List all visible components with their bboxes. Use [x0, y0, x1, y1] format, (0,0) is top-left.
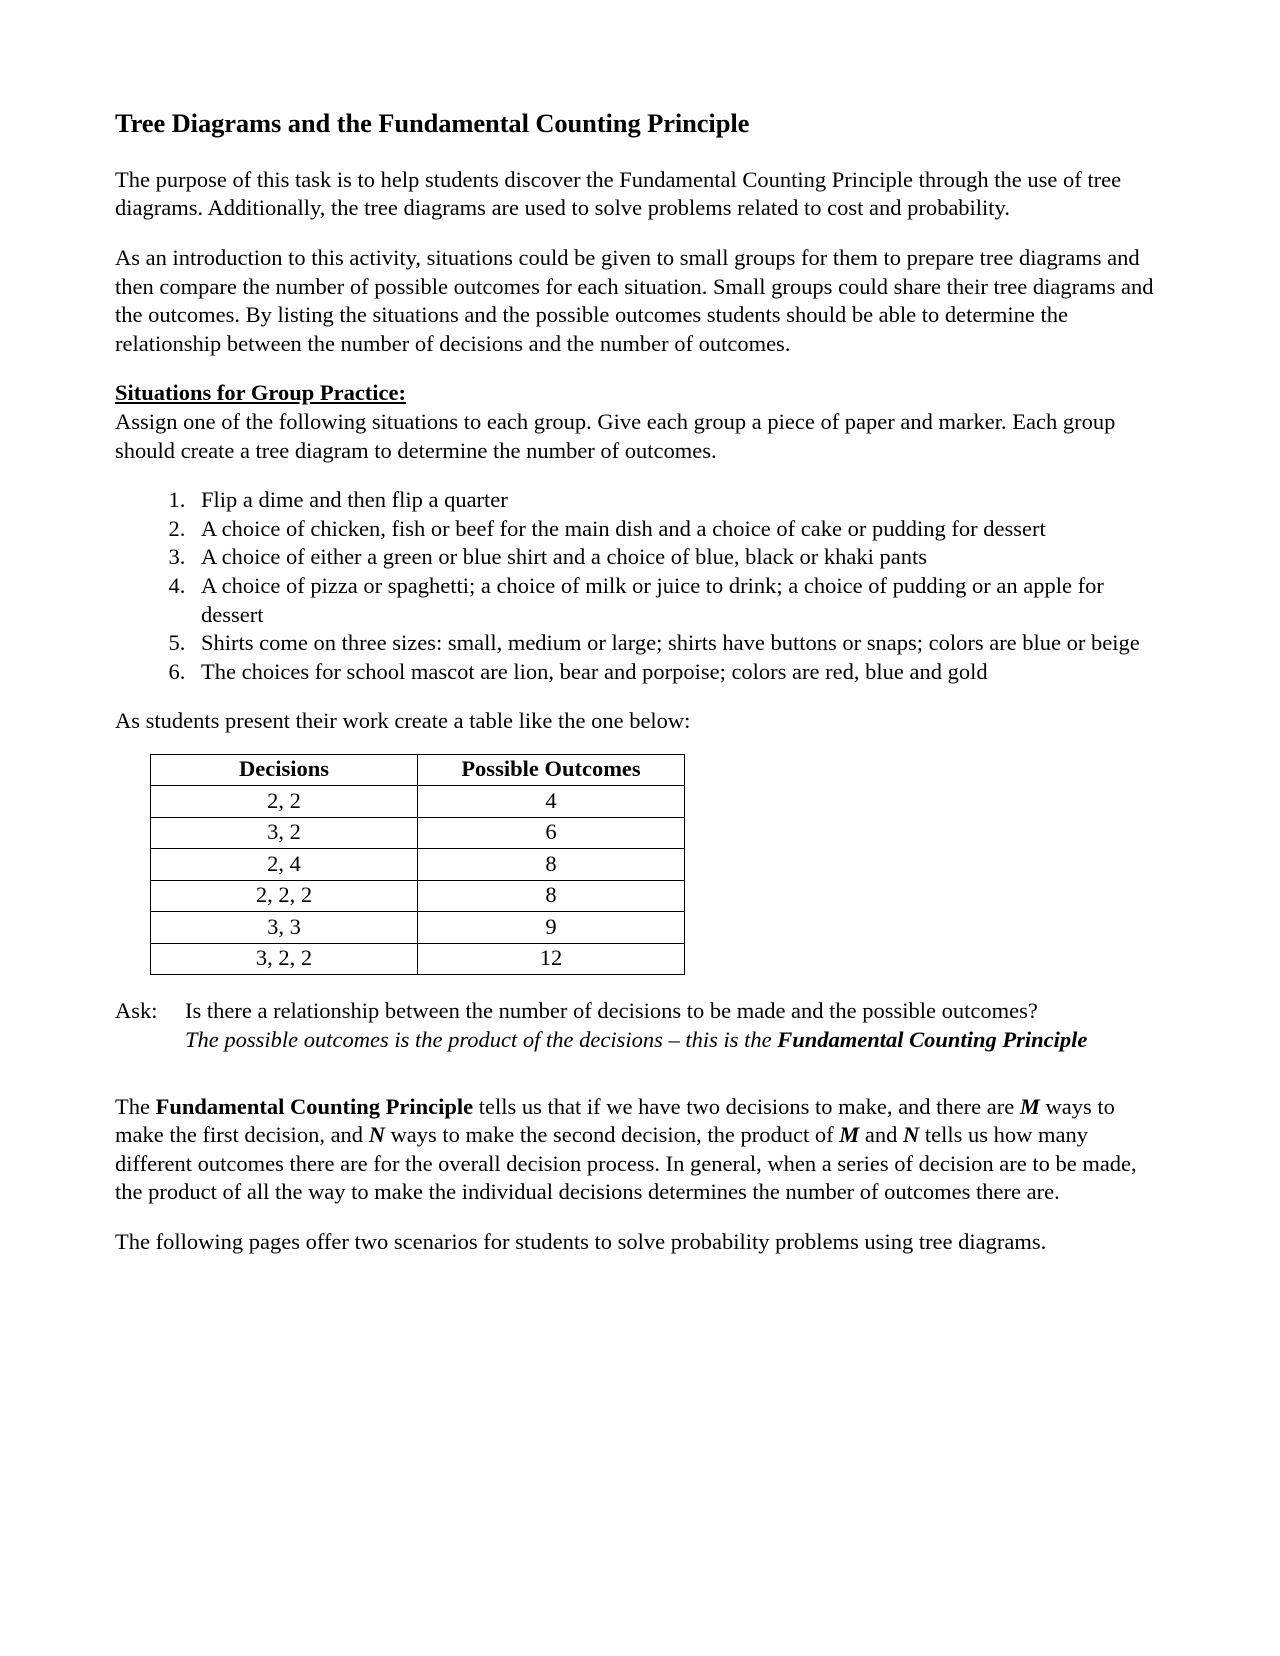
variable-m: M — [1019, 1093, 1040, 1119]
closing-paragraph: The following pages offer two scenarios for students to solve probability problems using tree diagrams. — [115, 1228, 1047, 1254]
principle-bold-term: Fundamental Counting Principle — [155, 1093, 474, 1119]
principle-paragraph — [115, 1093, 1165, 1207]
purpose-paragraph: The purpose of this task is to help students discover the Fundamental Counting Principle through the use of tree diagrams. Additionally, the tree diagrams are used to solve problems related to cost and probability. — [115, 166, 1122, 221]
cell-decisions: 2, 4 — [151, 849, 418, 881]
table-header-row — [151, 754, 685, 786]
table-row — [151, 880, 685, 912]
cell-outcomes: 8 — [418, 880, 685, 912]
table-row — [151, 849, 685, 881]
page-title: Tree Diagrams and the Fundamental Counting Principle — [115, 108, 750, 138]
table-row — [151, 786, 685, 818]
variable-n: N — [902, 1122, 920, 1148]
table-head — [151, 754, 685, 786]
ask-answer-term: Fundamental Counting Principle — [777, 1026, 1088, 1052]
list-item: 3. A choice of either a green or blue shirt and a choice of blue, black or khaki pants — [191, 543, 1165, 572]
cell-outcomes: 6 — [418, 817, 685, 849]
cell-outcomes: 4 — [418, 786, 685, 818]
situations-heading: Situations for Group Practice: — [115, 380, 407, 406]
principle-segment-3: ways to make the first decision, and — [115, 1093, 1115, 1148]
ask-answer — [185, 1027, 1087, 1052]
table-row — [151, 912, 685, 944]
table-intro-text: As students present their work create a table like the one below: — [115, 708, 691, 734]
cell-outcomes: 12 — [418, 943, 685, 975]
cell-decisions: 2, 2, 2 — [151, 880, 418, 912]
column-header-decisions: Decisions — [151, 754, 418, 786]
list-item: 2. A choice of chicken, fish or beef for the main dish and a choice of cake or pudding for dessert — [191, 515, 1165, 544]
ask-block — [115, 997, 1165, 1054]
list-item: 4. A choice of pizza or spaghetti; a choice of milk or juice to drink; a choice of pudding or an apple for dessert — [191, 572, 1165, 629]
list-item: 6. The choices for school mascot are lion, bear and porpoise; colors are red, blue and gold — [191, 658, 1165, 687]
table-row — [151, 943, 685, 975]
list-item: 1. Flip a dime and then flip a quarter — [191, 486, 1165, 515]
principle-segment-2: tells us that if we have two decisions to make, and there are — [473, 1093, 1020, 1119]
variable-n: N — [368, 1122, 385, 1148]
principle-segment-5: and — [859, 1122, 903, 1148]
list-item: 5. Shirts come on three sizes: small, medium or large; shirts have buttons or snaps; colors are blue or beige — [191, 629, 1165, 658]
principle-segment-4: ways to make the second decision, the product of — [384, 1122, 840, 1148]
ask-label: Ask: — [115, 998, 158, 1024]
decisions-outcomes-table — [150, 754, 685, 976]
paragraph-spacer — [115, 1076, 1165, 1093]
cell-decisions: 3, 2, 2 — [151, 943, 418, 975]
cell-outcomes: 8 — [418, 849, 685, 881]
ask-question: Is there a relationship between the number of decisions to be made and the possible outcomes? — [185, 998, 1038, 1024]
cell-decisions: 3, 3 — [151, 912, 418, 944]
principle-segment-1: The — [115, 1093, 156, 1119]
principle-segment-6: tells us how many different outcomes there are for the overall decision process. In general, when a series of decision are to be made, the product of all the way to make the individual decisions determines the number of outcomes there are. — [115, 1122, 1137, 1205]
cell-decisions: 2, 2 — [151, 786, 418, 818]
table-row — [151, 817, 685, 849]
cell-decisions: 3, 2 — [151, 817, 418, 849]
ask-answer-lead: The possible outcomes is the product of the decisions – this is the — [185, 1026, 778, 1052]
situations-section — [115, 379, 1165, 686]
ask-body — [185, 997, 1165, 1054]
column-header-possible-outcomes: Possible Outcomes — [418, 754, 685, 786]
introduction-paragraph: As an introduction to this activity, situations could be given to small groups for them to prepare tree diagrams and then compare the number of possible outcomes for each situation. Small groups could share their tree diagrams and the outcomes. By listing the situations and the possible outcomes students should be able to determine the relationship between the number of decisions and the number of outcomes. — [115, 244, 1154, 356]
table-body — [151, 786, 685, 975]
variable-m: M — [839, 1122, 860, 1148]
situations-list — [115, 486, 1165, 686]
cell-outcomes: 9 — [418, 912, 685, 944]
situations-instructions: Assign one of the following situations to each group. Give each group a piece of paper and marker. Each group should create a tree diagram to determine the number of outcomes. — [115, 408, 1116, 463]
